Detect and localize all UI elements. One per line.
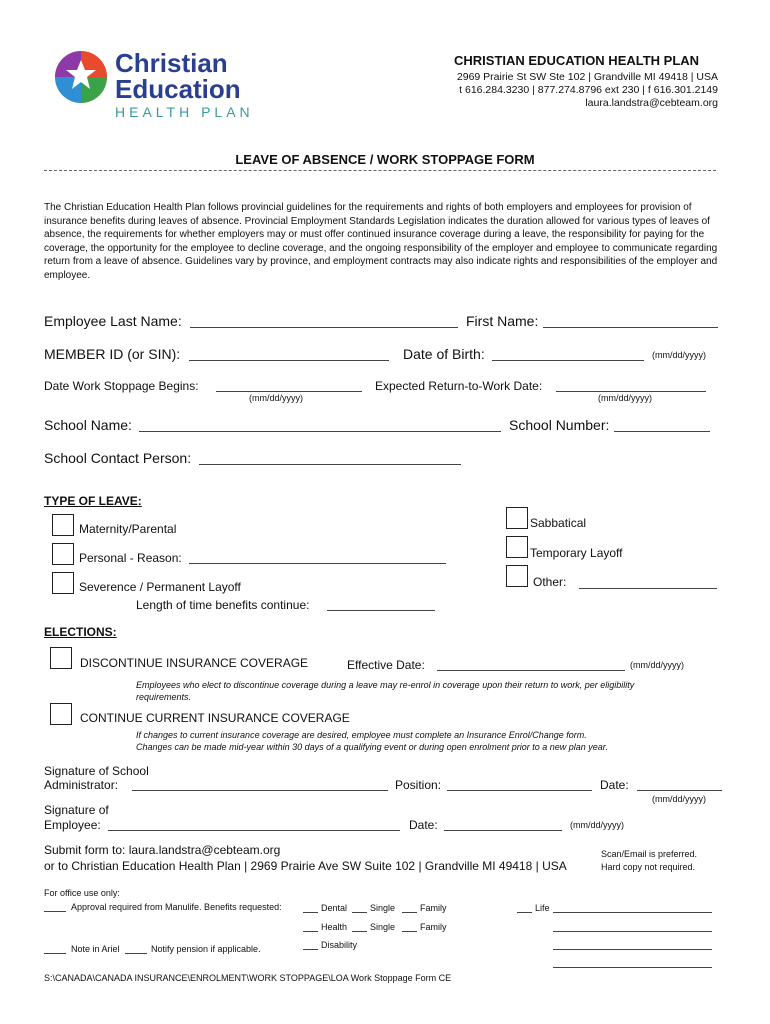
submit-note-2: Hard copy not required. [601,862,696,872]
temporary-checkbox[interactable] [506,536,528,558]
maternity-label: Maternity/Parental [79,522,177,536]
life-field[interactable] [553,912,712,913]
logo-education: Education [115,74,241,104]
form-title: LEAVE OF ABSENCE / WORK STOPPAGE FORM [235,152,535,167]
pension-blank[interactable] [125,953,147,954]
first-name-label: First Name: [466,313,539,329]
dental-blank[interactable] [303,912,318,913]
approval-label: Approval required from Manulife. Benefits requested: [71,902,282,912]
life-blank[interactable] [517,912,532,913]
dob-format: (mm/dd/yyyy) [652,350,706,360]
severance-label: Severence / Permanent Layoff [79,580,241,594]
dental-single-blank[interactable] [352,912,367,913]
sabbatical-label: Sabbatical [530,516,587,530]
school-name-label: School Name: [44,417,132,433]
continue-label: CONTINUE CURRENT INSURANCE COVERAGE [80,711,350,725]
position-field[interactable] [447,790,592,791]
pension-label: Notify pension if applicable. [151,944,261,954]
continue-checkbox[interactable] [50,703,72,725]
stoppage-label: Date Work Stoppage Begins: [44,379,199,393]
sabbatical-checkbox[interactable] [506,507,528,529]
length-field[interactable] [327,610,435,611]
dental-family-label: Family [420,903,447,913]
return-format: (mm/dd/yyyy) [598,393,652,403]
approval-blank[interactable] [44,911,66,912]
last-name-label: Employee Last Name: [44,313,182,329]
employee-sig-label-1: Signature of [44,803,109,817]
effective-date-format: (mm/dd/yyyy) [630,660,684,670]
member-id-label: MEMBER ID (or SIN): [44,346,181,362]
school-number-label: School Number: [509,417,610,433]
submit-note-1: Scan/Email is preferred. [601,849,698,859]
ariel-label: Note in Ariel [71,944,120,954]
intro-paragraph: The Christian Education Health Plan follows provincial guidelines for the requirements and rights of both employers and employees for provision of insurance benefits during leaves of absence. Provincial Employment Standards Legislation indicates the duration allowed for various types of leaves of absence, the requirements for whether employers may or must offer continued insurance coverage during a leave, the responsibility for paying for the coverage, the opportunity for the employee to decline coverage, and the ongoing responsibility of the employer and employee to communicate regarding return from a leave of absence. Guidelines vary by province, and employment contracts may also indicate rights and responsibilities of the employer and employee. [44,202,718,281]
dental-single-label: Single [370,903,396,913]
ariel-blank[interactable] [44,953,66,954]
dob-label: Date of Birth: [403,346,485,362]
effective-date-label: Effective Date: [347,658,425,672]
dental-label: Dental [321,903,348,913]
school-name-field[interactable] [139,431,501,432]
life-label: Life [535,903,550,913]
employee-signature-field[interactable] [108,830,400,831]
org-phones: t 616.284.3230 | 877.274.8796 ext 230 | f 616.301.2149 [459,84,718,96]
school-contact-field[interactable] [199,464,461,465]
employee-sig-label-2: Employee: [44,818,101,832]
school-number-field[interactable] [614,431,710,432]
position-label: Position: [395,778,442,792]
last-name-field[interactable] [190,327,458,328]
discontinue-checkbox[interactable] [50,647,72,669]
org-address: 2969 Prairie St SW Ste 102 | Grandville MI 49418 | USA [456,71,718,83]
discontinue-note: Employees who elect to discontinue coverage during a leave may re-enrol in coverage upon their return to work, per eligibility requirements. [136,680,635,702]
discontinue-label: DISCONTINUE INSURANCE COVERAGE [80,656,309,670]
office-heading: For office use only: [44,888,120,898]
elections-heading: ELECTIONS: [44,625,117,639]
submit-line-2: or to Christian Education Health Plan | 2969 Prairie Ave SW Suite 102 | Grandville MI 49418 | USA [44,859,567,873]
return-field[interactable] [556,391,706,392]
health-blank[interactable] [303,931,318,932]
health-single-label: Single [370,922,396,932]
leave-heading: TYPE OF LEAVE: [44,494,142,508]
admin-signature-field[interactable] [132,790,388,791]
continue-note-1: If changes to current insurance coverage are desired, employee must complete an Insurance Enrol/Change form. [136,730,587,740]
school-contact-label: School Contact Person: [44,450,192,466]
submit-line-1: Submit form to: laura.landstra@cebteam.org [44,843,281,857]
other-label: Other: [533,575,567,589]
employee-date-format: (mm/dd/yyyy) [570,820,624,830]
dob-field[interactable] [492,360,644,361]
office-line-2[interactable] [553,931,712,932]
logo-health-plan: HEALTH PLAN [115,104,254,120]
admin-date-format: (mm/dd/yyyy) [652,794,706,804]
continue-note-2: Changes can be made mid-year within 30 days of a qualifying event or during open enrolment prior to a new plan year. [136,742,608,752]
length-label: Length of time benefits continue: [136,598,310,612]
health-family-label: Family [420,922,447,932]
other-checkbox[interactable] [506,565,528,587]
stoppage-field[interactable] [216,391,362,392]
personal-label: Personal - Reason: [79,551,182,565]
member-id-field[interactable] [189,360,389,361]
return-label: Expected Return-to-Work Date: [375,379,543,393]
severance-checkbox[interactable] [52,572,74,594]
logo-mark [52,48,110,106]
disability-label: Disability [321,940,358,950]
employee-date-label: Date: [409,818,438,832]
maternity-checkbox[interactable] [52,514,74,536]
admin-sig-label-2: Administrator: [44,778,119,792]
health-single-blank[interactable] [352,931,367,932]
employee-date-field[interactable] [444,830,562,831]
personal-reason-field[interactable] [189,563,446,564]
org-email[interactable]: laura.landstra@cebteam.org [585,97,718,109]
footer-file-path: S:\CANADA\CANADA INSURANCE\ENROLMENT\WORK STOPPAGE\LOA Work Stoppage Form CE [44,973,452,983]
title-divider [44,170,716,171]
effective-date-field[interactable] [437,670,625,671]
personal-checkbox[interactable] [52,543,74,565]
admin-date-label: Date: [600,778,629,792]
office-line-3[interactable] [553,949,712,950]
disability-blank[interactable] [303,949,318,950]
office-line-4[interactable] [553,967,712,968]
dental-family-blank[interactable] [402,912,417,913]
stoppage-format: (mm/dd/yyyy) [249,393,303,403]
other-field[interactable] [579,588,717,589]
org-name: CHRISTIAN EDUCATION HEALTH PLAN [454,53,700,68]
temporary-label: Temporary Layoff [530,546,623,560]
first-name-field[interactable] [543,327,718,328]
admin-sig-label-1: Signature of School [44,764,149,778]
health-label: Health [321,922,348,932]
admin-date-field[interactable] [637,790,722,791]
health-family-blank[interactable] [402,931,417,932]
logo-christian: Christian [115,48,228,78]
